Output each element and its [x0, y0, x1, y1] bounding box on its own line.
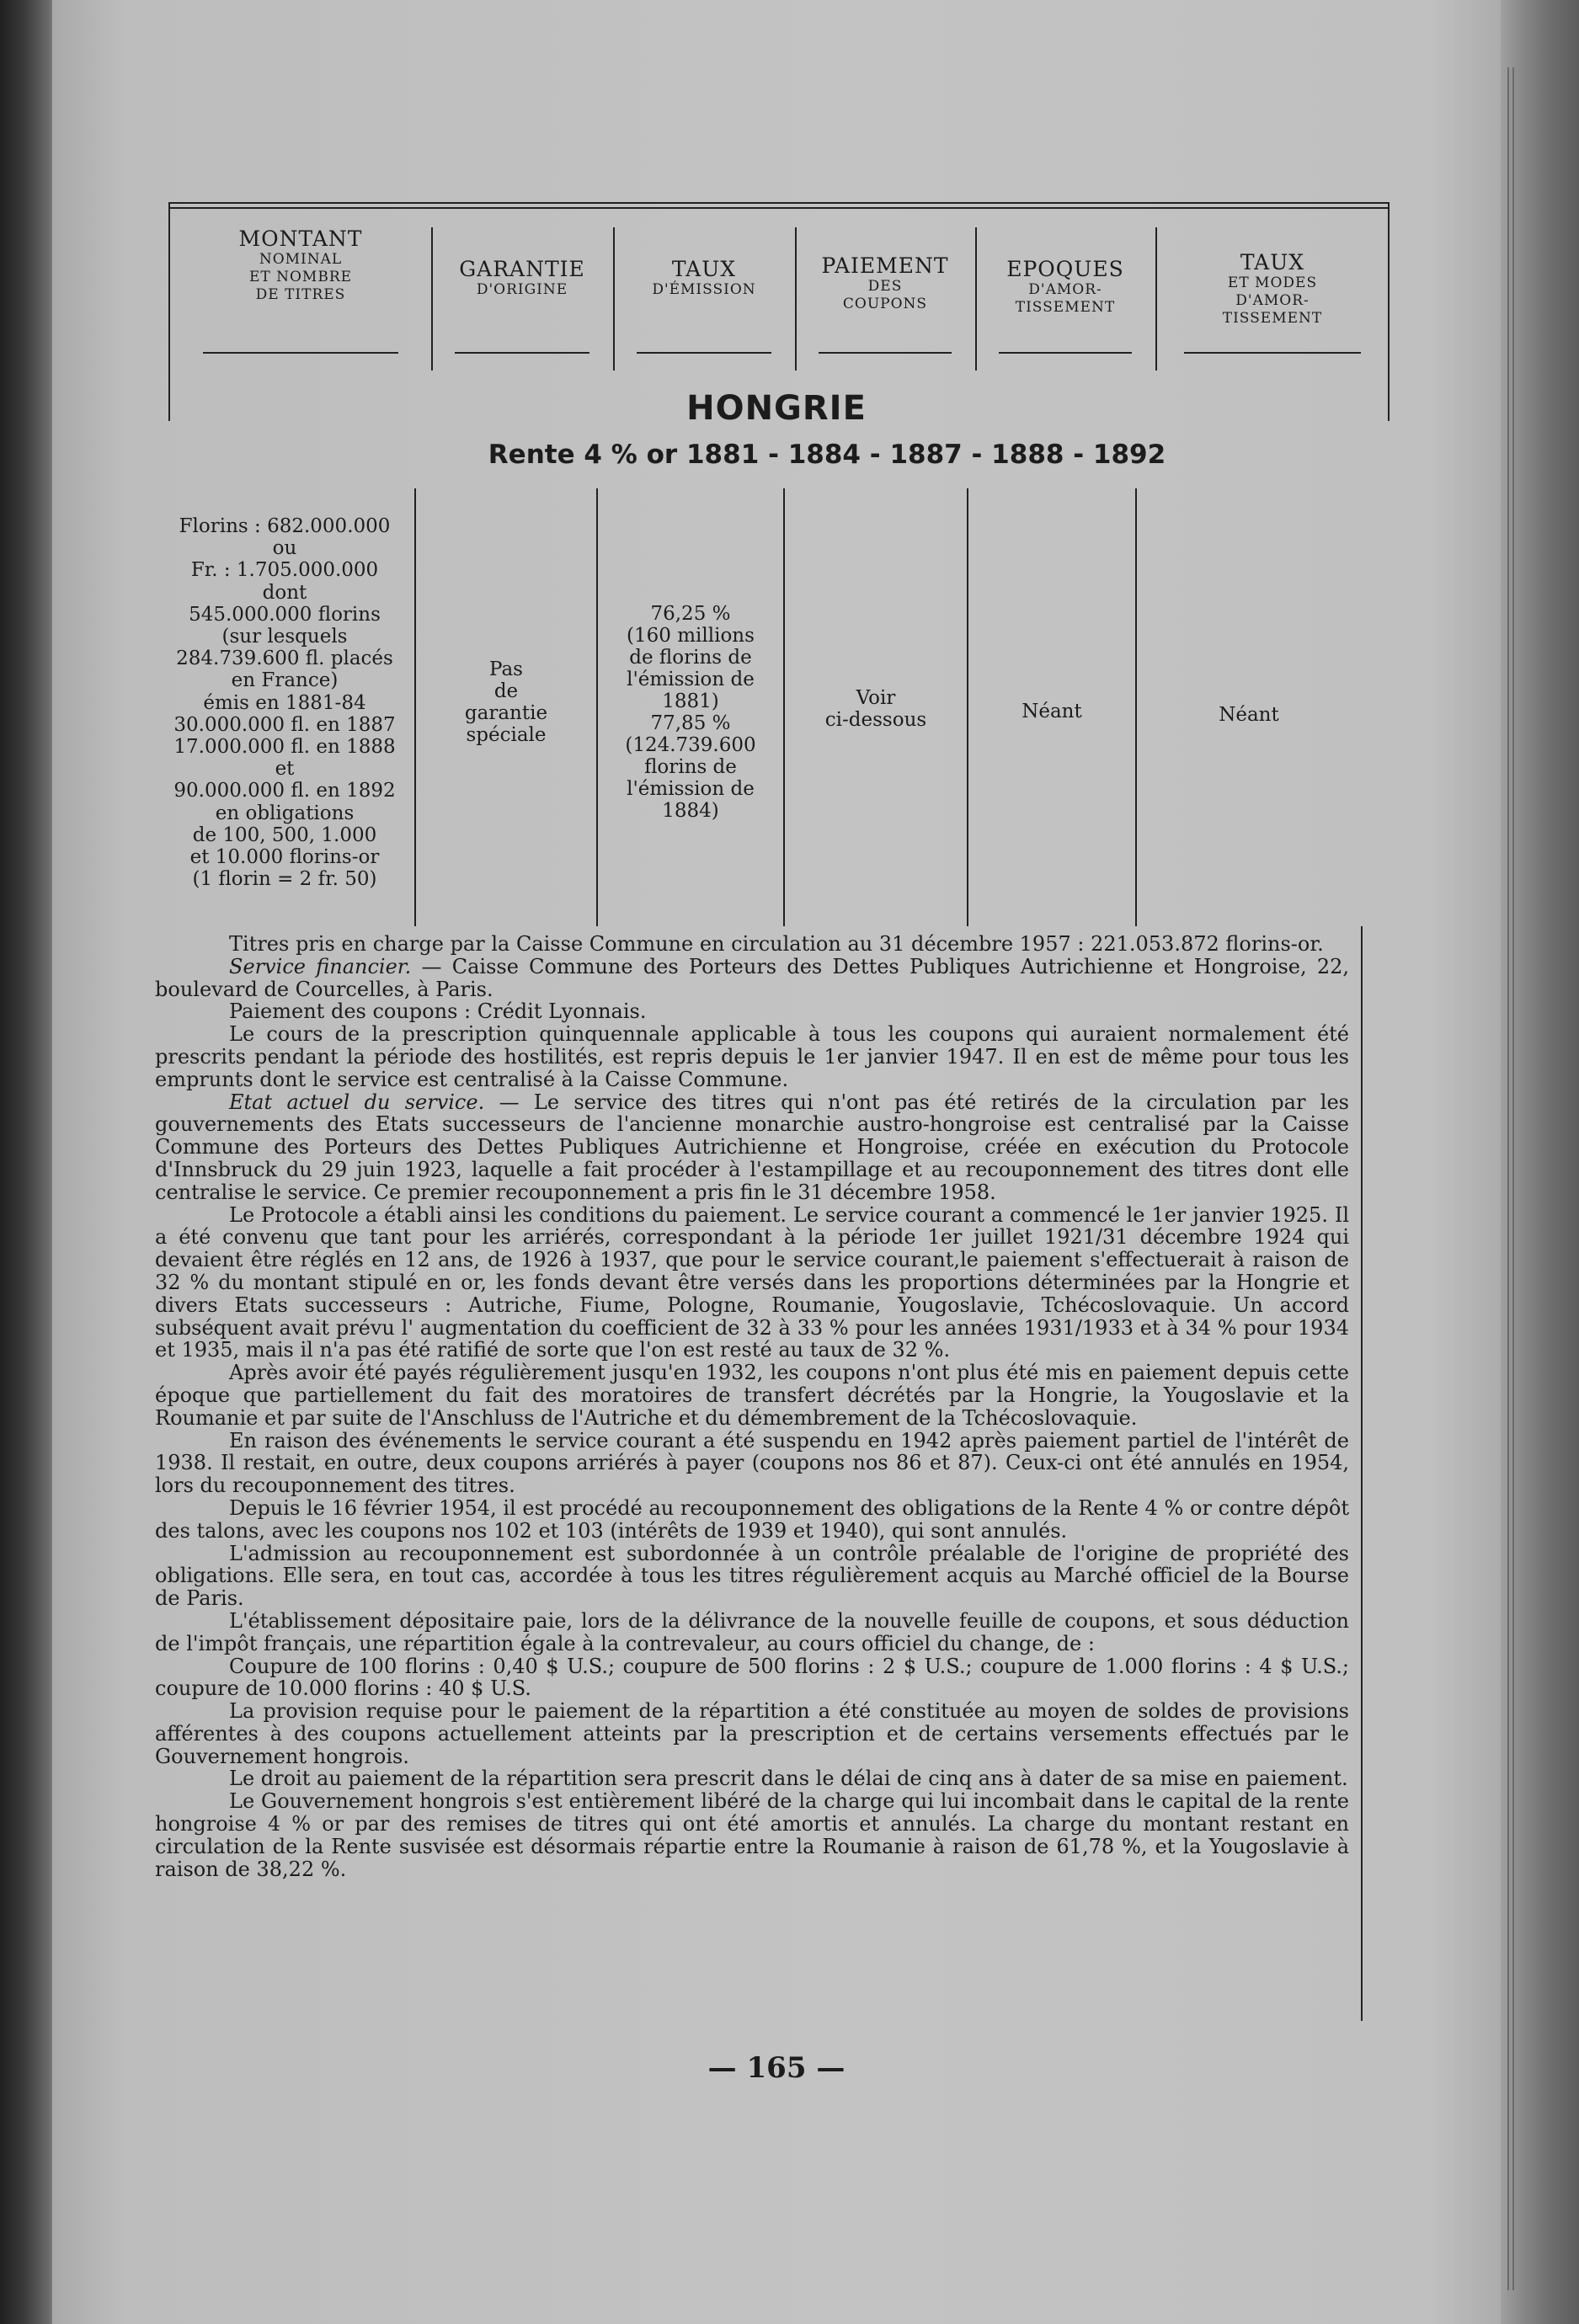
cell-line: 76,25 % — [650, 603, 731, 625]
note-paragraph: Titres pris en charge par la Caisse Commune en circulation au 31 décembre 1957 : 221.053.872 florins-or. — [229, 932, 1324, 956]
right-margin-rule — [1361, 926, 1363, 2021]
cell-line: garantie — [464, 702, 548, 724]
header-sub: D'AMOR- — [1235, 292, 1310, 309]
page — [52, 0, 1501, 2324]
cell-garantie — [418, 658, 595, 746]
cell-line: l'émission de — [627, 669, 755, 690]
body-col-divider — [967, 488, 968, 926]
header-title: TAUX — [1240, 250, 1305, 275]
col-divider — [431, 227, 433, 370]
col-divider — [795, 227, 797, 370]
cell-line: Florins : 682.000.000 — [179, 515, 391, 537]
note-text: — Caisse Commune des Porteurs des Dettes Publiques Autrichienne et Hongroise, 22, boulevard de Courcelles, à Paris. — [155, 954, 1350, 1001]
body-col-divider — [414, 488, 416, 926]
header-underline — [203, 352, 398, 354]
cell-line: 284.739.600 fl. placés — [176, 648, 393, 670]
header-title: PAIEMENT — [821, 253, 949, 278]
note-paragraph: Le Protocole a établi ainsi les conditions du paiement. Le service courant a commencé le 1er janvier 1925. Il a été convenu que tant pour les arriérés, correspondant à la période 1er juillet 1921/31 décembre 1924 qui devaient être réglés en 12 ans, de 1926 à 1937, que pour le service courant,le paiement s'effectuerait à raison de 32 % du montant stipulé en or, les fonds devant être versés dans les proportions déterminées par la Hongrie et divers Etats successeurs : Autriche, Fiume, Pologne, Roumanie, Yougoslavie, Tchécoslovaquie. Un accord subséquent avait prévu l' augmentation du coefficient de 32 à 33 % pour les années 1931/1933 et à 34 % pour 1934 et 1935, mais il n'a pas été ratifié de sorte que l'on est resté au taux de 32 %. — [155, 1202, 1349, 1362]
header-underline — [819, 352, 952, 354]
cell-line: 30.000.000 fl. en 1887 — [173, 713, 396, 736]
cell-paiement — [787, 687, 965, 731]
table-right-border — [1388, 202, 1390, 421]
note-paragraph: En raison des événements le service courant a été suspendu en 1942 après paiement partiel de l'intérêt de 1938. Il restait, en outre, deux coupons arriérés à payer (coupons nos 86 et 87). Ceux-ci ont été annulés en 1954, lors du recouponnement des titres. — [155, 1428, 1349, 1498]
cell-line: 17.000.000 fl. en 1888 — [173, 736, 396, 759]
header-title: EPOQUES — [1006, 257, 1124, 281]
note-paragraph: Paiement des coupons : Crédit Lyonnais. — [229, 999, 647, 1024]
cell-line: de 100, 500, 1.000 — [192, 824, 377, 846]
cell-epoques: Néant — [1022, 701, 1082, 722]
cell-line: ou — [272, 537, 297, 560]
note-text: — Le service des titres qui n'ont pas été retirés de la circulation par les gouvernements des Etats successeurs de l'ancienne monarchie austro-hongroise est centralisé par la Caisse Commune des Porteurs des Dettes Publiques Autrichienne et Hongroise, créée en exécution du Protocole d'Innsbruck du 29 juin 1923, laquelle a fait procéder à l'estampillage et au recouponnement des titres dont elle centralise le service. Ce premier recouponnement a pris fin le 31 décembre 1958. — [155, 1090, 1349, 1204]
header-title: GARANTIE — [459, 257, 585, 281]
cell-line: et — [275, 758, 295, 781]
note-paragraph: L'admission au recouponnement est subordonnée à un contrôle préalable de l'origine de propriété des obligations. Elle sera, en tout cas, accordée à tous les titres régulièrement acquis au Marché officiel de la Bourse de Paris. — [155, 1541, 1349, 1611]
cell-line: florins de — [644, 756, 737, 778]
header-sub: ET NOMBRE — [248, 269, 353, 285]
body-col-divider — [1135, 488, 1137, 926]
header-sub: D'ORIGINE — [476, 281, 568, 298]
cell-line: 1881) — [662, 690, 719, 712]
edge-line — [1507, 67, 1509, 2290]
body-col-divider — [596, 488, 598, 926]
cell-line: 90.000.000 fl. en 1892 — [173, 780, 396, 802]
col-divider — [613, 227, 615, 370]
header-sub: COUPONS — [842, 296, 928, 312]
cell-line: (124.739.600 — [625, 734, 756, 756]
header-sub: NOMINAL — [259, 251, 343, 268]
col-divider — [1155, 227, 1157, 370]
header-garantie — [438, 227, 606, 354]
cell-line: 1884) — [662, 800, 719, 822]
cell-line: 545.000.000 florins — [189, 603, 381, 626]
header-sub: D'ÉMISSION — [652, 281, 756, 298]
cell-line: de florins de — [629, 647, 752, 669]
header-underline — [455, 352, 589, 354]
note-paragraph: Le Gouvernement hongrois s'est entièrement libéré de la charge qui lui incombait dans le capital de la rente hongroise 4 % or par des remises de titres qui ont été amortis et annulés. La charge du montant restant en circulation de la Rente susvisée est désormais répartie entre la Roumanie à raison de 61,78 %, et la Yougoslavie à raison de 38,22 %. — [155, 1789, 1349, 1881]
header-title: MONTANT — [238, 227, 363, 251]
table-left-border — [168, 202, 170, 421]
cell-line: spéciale — [466, 724, 547, 746]
cell-line: 77,85 % — [650, 712, 731, 734]
cell-montant — [157, 515, 413, 890]
header-sub: D'AMOR- — [1028, 281, 1102, 298]
header-modes — [1162, 227, 1383, 354]
cell-line: et 10.000 florins-or — [189, 846, 380, 869]
note-paragraph: Après avoir été payés régulièrement jusqu'en 1932, les coupons n'ont plus été mis en paiement depuis cette époque que partiellement du fait des moratoires de transfert décrétés par la Hongrie, la Yougoslavie et la Roumanie et par suite de l'Anschluss de l'Autriche et du démembrement de la Tchécoslovaquie. — [155, 1361, 1349, 1430]
loan-title: Rente 4 % or 1881 - 1884 - 1887 - 1888 - 1892 — [488, 440, 1166, 470]
header-montant — [179, 227, 423, 354]
edge-line — [1512, 67, 1514, 2290]
cell-line: Pas — [489, 658, 523, 680]
notes — [155, 933, 1349, 1880]
note-paragraph — [155, 956, 1349, 1001]
note-paragraph: Depuis le 16 février 1954, il est procédé au recouponnement des obligations de la Rente 4 % or contre dépôt des talons, avec les coupons nos 102 et 103 (intérêts de 1939 et 1940), qui sont annulés. — [155, 1495, 1349, 1543]
note-paragraph: Le cours de la prescription quinquennale applicable à tous les coupons qui auraient normalement été prescrits pendant la période des hostilités, est repris depuis le 1er janvier 1947. Il en est de même pour tous les emprunts dont le service est centralisé à la Caisse Commune. — [155, 1022, 1349, 1091]
cell-line: de — [493, 680, 519, 702]
header-epoques — [982, 227, 1149, 354]
header-paiement — [802, 227, 968, 354]
header-title: TAUX — [671, 257, 737, 281]
country-title: HONGRIE — [686, 389, 867, 428]
header-sub: ET MODES — [1227, 275, 1318, 291]
cell-line: l'émission de — [627, 778, 755, 800]
header-sub: DES — [867, 278, 903, 295]
note-paragraph: Coupure de 100 florins : 0,40 $ U.S.; coupure de 500 florins : 2 $ U.S.; coupure de 1.000 florins : 4 $ U.S.; coupure de 10.000 florins : 40 $ U.S. — [155, 1654, 1349, 1701]
page-edge — [1501, 0, 1579, 2324]
header-sub: DE TITRES — [255, 286, 346, 303]
note-paragraph: L'établissement dépositaire paie, lors de la délivrance de la nouvelle feuille de coupons, et sous déduction de l'impôt français, une répartition égale à la contrevaleur, au cours officiel du change, de : — [155, 1608, 1349, 1655]
col-divider — [975, 227, 977, 370]
cell-modes: Néant — [1219, 704, 1279, 726]
note-lead: Service financier. — [229, 954, 412, 978]
header-sub: TISSEMENT — [1222, 310, 1323, 327]
body-col-divider — [783, 488, 785, 926]
header-sub: TISSEMENT — [1015, 299, 1116, 316]
header-underline — [999, 352, 1132, 354]
header-underline — [637, 352, 771, 354]
table-top-rule-2 — [168, 207, 1390, 209]
note-lead: Etat actuel du service. — [229, 1090, 485, 1114]
page-number: — 165 — — [707, 2051, 846, 2085]
note-paragraph: Le droit au paiement de la répartition sera prescrit dans le délai de cinq ans à dater de sa mise en paiement. — [229, 1767, 1348, 1791]
header-taux — [620, 227, 788, 354]
cell-line: Fr. : 1.705.000.000 — [190, 559, 379, 582]
cell-line: en France) — [231, 669, 339, 692]
table-top-rule — [168, 202, 1390, 204]
cell-line: émis en 1881-84 — [203, 691, 366, 714]
note-paragraph — [155, 1091, 1349, 1204]
cell-line: dont — [262, 581, 307, 604]
cell-line: (160 millions — [627, 625, 755, 647]
cell-line: (sur lesquels — [221, 626, 348, 648]
cell-line: en obligations — [215, 802, 355, 824]
header-underline — [1184, 352, 1361, 354]
cell-line: Voir — [856, 687, 896, 709]
cell-taux — [600, 603, 781, 822]
cell-line: (1 florin = 2 fr. 50) — [192, 868, 377, 891]
note-paragraph: La provision requise pour le paiement de la répartition a été constituée au moyen de soldes de provisions afférentes à des coupons actuellement atteints par la prescription et de certains versements effectués par le Gouvernement hongrois. — [155, 1699, 1349, 1768]
cell-line: ci-dessous — [824, 709, 927, 731]
